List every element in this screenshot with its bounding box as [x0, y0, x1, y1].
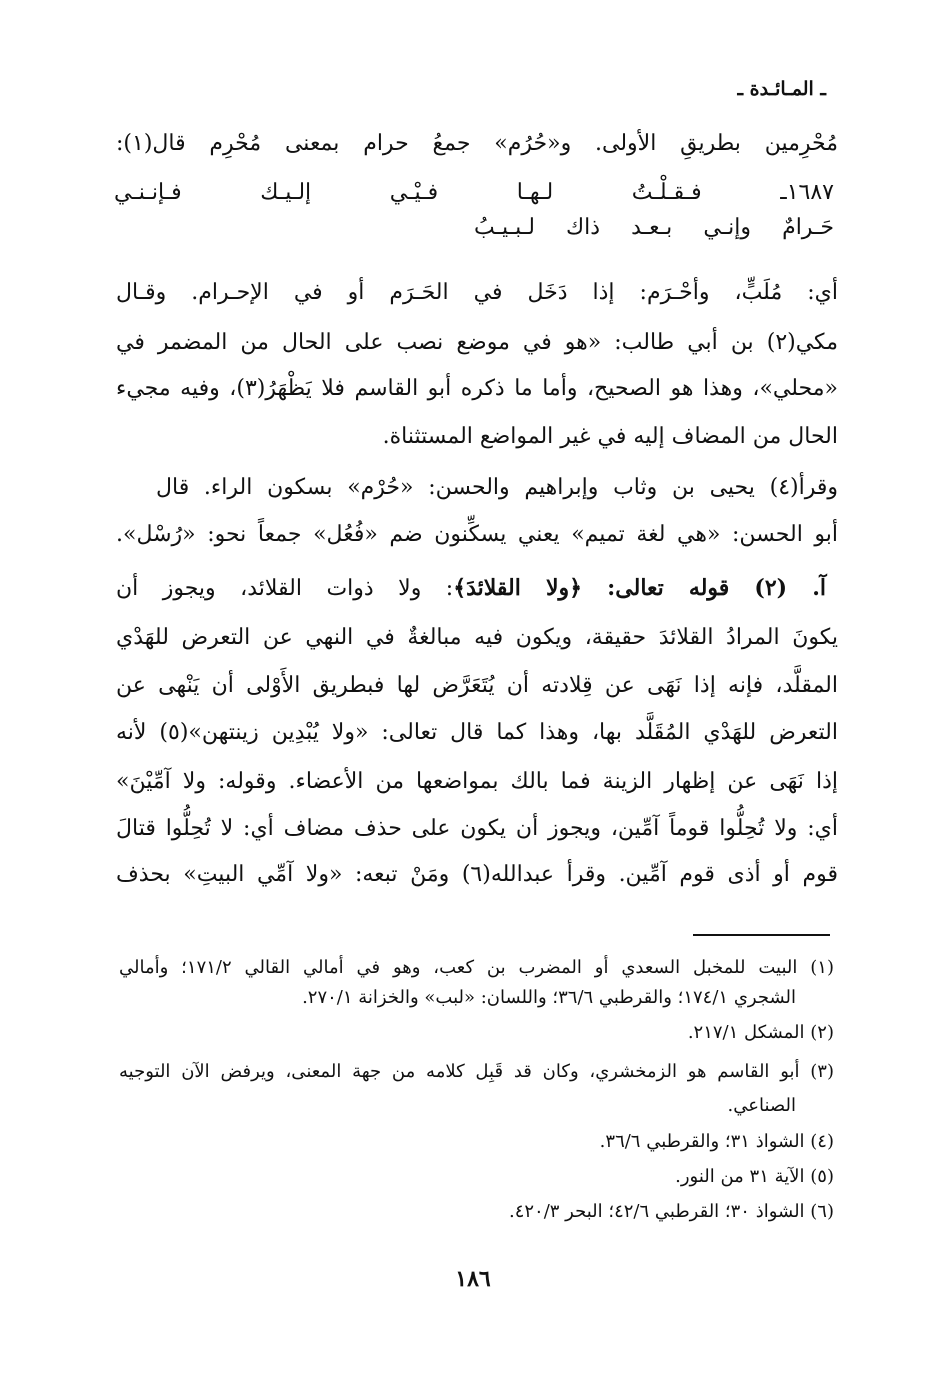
- footnote-separator: [693, 934, 830, 936]
- text-fragment: : ولا ذوات القلائد، ويجوز أن: [116, 576, 454, 601]
- verse-reference: آ. (٢) قوله تعالى: ﴿ولا القلائدَ﴾: [453, 575, 826, 601]
- text-line: الحال من المضاف إليه في غير المواضع المستثناة.: [382, 424, 838, 449]
- text-line: أبو الحسن: «هي لغة تميم» يعني يسكِّنون ضم «فُعُل» جمعاً نحو: «رُسْل».: [116, 522, 838, 547]
- running-header: ـ المـائـدة ـ: [737, 78, 826, 100]
- section-heading-line: [116, 575, 826, 602]
- footnote-continuation: الشجري ١٧٤/١؛ والقرطبي ٣٦/٦؛ واللسان: «لبب» والخزانة ٢٧٠/١.: [302, 987, 796, 1008]
- footnote-continuation: الصناعي.: [727, 1095, 796, 1116]
- footnote: (٥) الآية ٣١ من النور.: [675, 1166, 834, 1187]
- text-line: «محلي»، وهذا هو الصحيح، وأما ما ذكره أبو القاسم فلا يَظْهَرُ(٣)، وفيه مجيء: [116, 376, 838, 401]
- verse-line-2: حَـرامٌ وإنـي بـعـد ذاك لـبـيـبُ: [474, 215, 834, 240]
- footnote: (٢) المشكل ٢١٧/١.: [687, 1022, 834, 1043]
- text-line: مكي(٢) بن أبي طالب: «هو في موضع نصب على الحال من المضمر في: [116, 330, 838, 355]
- text-line: التعرض للهَدْي المُقَلَّد بها، وهذا كما قال تعالى: «ولا يُبْدِين زينتهن»(٥) لأنه: [116, 720, 838, 745]
- text-line: إذا نَهَى عن إظهار الزينة فما بالك بمواضعها من الأعضاء. وقوله: ولا آمِّيْنَ»: [116, 769, 838, 794]
- text-line: قوم أو أذى قوم آمِّين. وقرأ عبدالله(٦) ومَنْ تبعه: «ولا آمِّي البيتِ» بحذف: [116, 862, 838, 887]
- text-line: أي: مُلَبٍّ، وأحْـرَم: إذا دَخَل في الحَـرَم أو في الإحـرام. وقـال: [116, 280, 838, 305]
- verse-line-1: ١٦٨٧ـ فـقـلْـتُ لـهـا فـيْـي إلـيـك فـإنـنـي: [114, 180, 834, 205]
- footnote: (٣) أبو القاسم هو الزمخشري، وكان قد قَبِل كلامه من جهة المعنى، ويرفض الآن التوجيه: [119, 1061, 834, 1082]
- page-number: ١٨٦: [455, 1266, 491, 1292]
- footnote: (٦) الشواذ ٣٠؛ القرطبي ٤٢/٦؛ البحر ٤٢٠/٣.: [508, 1201, 834, 1222]
- text-line: أي: ولا تُحِلُّوا قوماً آمِّين، ويجوز أن يكون على حذف مضاف أي: لا تُحِلُّوا قتالَ: [116, 816, 838, 841]
- text-line: المقلَّد، فإنه إذا نَهَى عن قِلادته أن يُتَعَرَّض لها فبطريق الأَوْلى أن يَنْهى عن: [116, 673, 838, 698]
- text-line: مُحْرِمين بطريقِ الأولى. و«حُرُم» جمعُ حرام بمعنى مُحْرِم قال(١):: [116, 131, 838, 156]
- footnote: (١) البيت للمخبل السعدي أو المضرب بن كعب، وهو في أمالي القالي ١٧١/٢؛ وأمالي: [119, 957, 834, 978]
- text-line: يكونَ المرادُ القلائدَ حقيقة، ويكون فيه مبالغةٌ في النهي عن التعرض للهَدْي: [116, 625, 838, 650]
- text-line: وقرأ(٤) يحيى بن وثاب وإبراهيم والحسن: «حُرْم» بسكون الراء. قال: [156, 475, 838, 500]
- footnote: (٤) الشواذ ٣١؛ والقرطبي ٣٦/٦.: [599, 1131, 834, 1152]
